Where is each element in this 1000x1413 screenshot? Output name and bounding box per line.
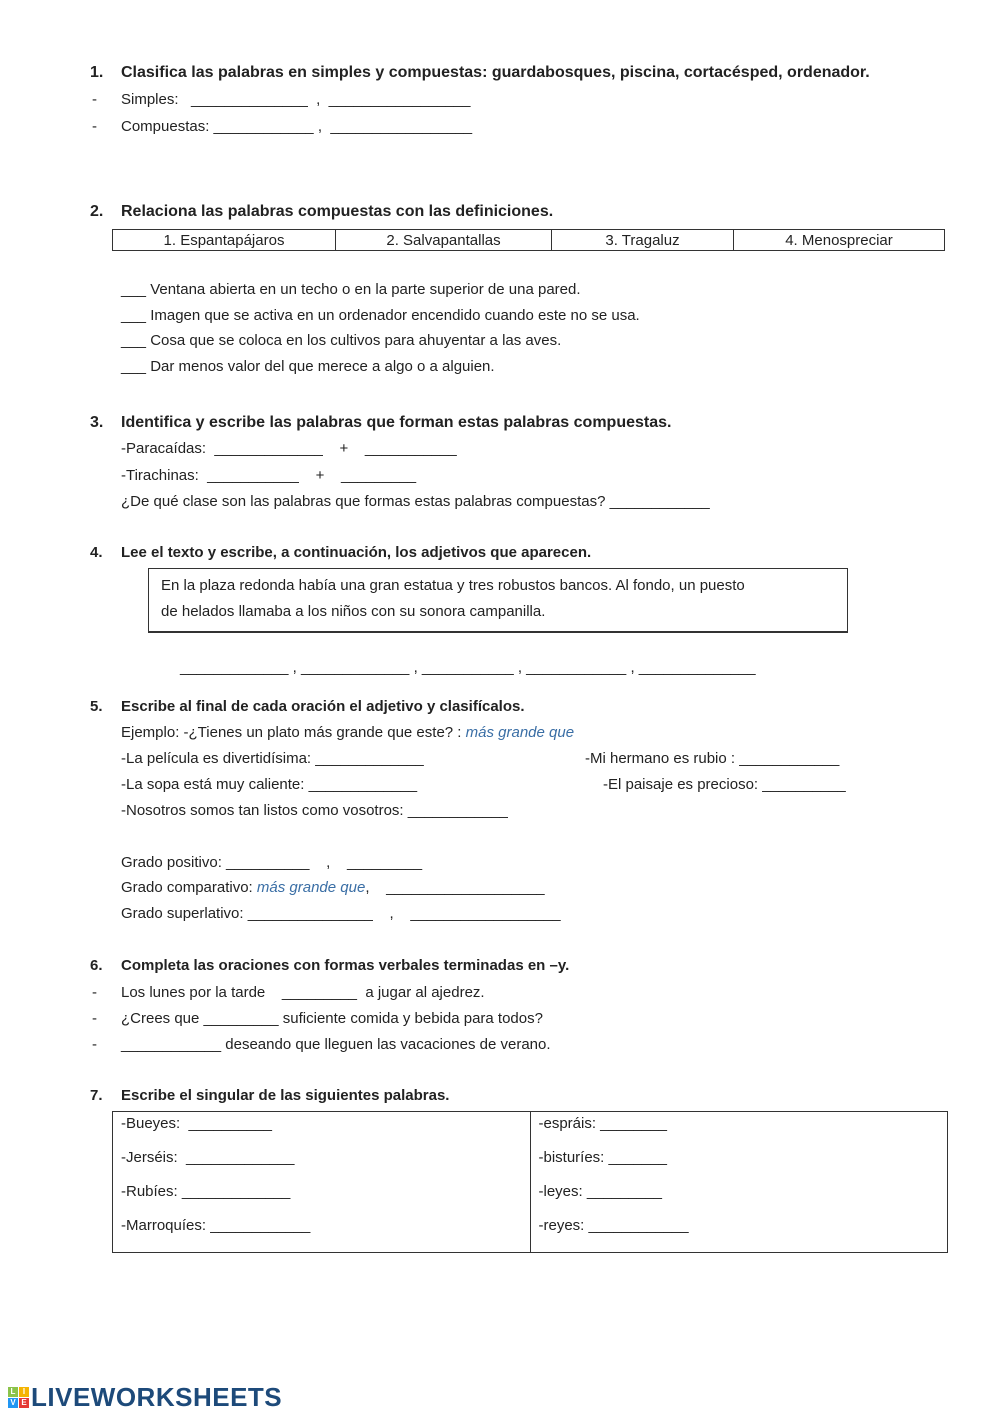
- grado-positivo[interactable]: Grado positivo: __________ , _________: [121, 854, 423, 871]
- word-cell: 3. Tragaluz: [552, 230, 734, 251]
- definition-item[interactable]: ___ Cosa que se coloca en los cultivos para ahuyentar a las aves.: [121, 332, 562, 349]
- q5-sentence[interactable]: -La sopa está muy caliente: _____________: [121, 776, 418, 793]
- singular-item[interactable]: -Marroquíes: ____________: [121, 1217, 311, 1234]
- singular-item[interactable]: -reyes: ____________: [538, 1217, 689, 1234]
- bullet: -: [92, 91, 97, 108]
- singular-left-column: [113, 1112, 531, 1253]
- label: Grado comparativo:: [121, 879, 257, 896]
- example-answer: más grande que: [465, 724, 575, 741]
- singular-table: [112, 1111, 948, 1253]
- word-cell: 1. Espantapájaros: [113, 230, 336, 251]
- word-cell: 2. Salvapantallas: [336, 230, 552, 251]
- q6-number: 6.: [90, 957, 103, 974]
- cube-letter: I: [19, 1387, 29, 1397]
- example-text: Ejemplo: -¿Tienes un plato más grande que este? :: [121, 724, 466, 741]
- q3-line[interactable]: -Paracaídas: _____________ + ___________: [121, 440, 457, 457]
- bullet: -: [92, 1010, 97, 1027]
- singular-item[interactable]: -Jerséis: _____________: [121, 1149, 295, 1166]
- singular-item[interactable]: -Rubíes: _____________: [121, 1183, 291, 1200]
- q6-sentence[interactable]: ____________ deseando que lleguen las vacaciones de verano.: [121, 1036, 551, 1053]
- singular-item[interactable]: -leyes: _________: [538, 1183, 662, 1200]
- q5-number: 5.: [90, 698, 103, 715]
- bullet: -: [92, 984, 97, 1001]
- q4-adjective-blanks[interactable]: _____________ , _____________ , ___________ , ____________ , ______________: [180, 659, 756, 676]
- q1-title: Clasifica las palabras en simples y compuestas: guardabosques, piscina, cortacésped, ordenador.: [121, 64, 870, 81]
- example-answer: más grande que: [256, 879, 366, 896]
- q7-number: 7.: [90, 1087, 103, 1104]
- q1-number: 1.: [90, 64, 104, 81]
- singular-item[interactable]: -bisturíes: _______: [538, 1149, 667, 1166]
- logo-cube-icon: [8, 1387, 29, 1408]
- q1-simples[interactable]: Simples: ______________ , _________________: [121, 91, 471, 108]
- definition-item[interactable]: ___ Imagen que se activa en un ordenador encendido cuando este no se usa.: [121, 307, 640, 324]
- q2-number: 2.: [90, 203, 104, 220]
- q5-sentence[interactable]: -El paisaje es precioso: __________: [603, 776, 846, 793]
- compound-words-table: [112, 229, 945, 251]
- bullet: -: [92, 1036, 97, 1053]
- definition-item[interactable]: ___ Ventana abierta en un techo o en la parte superior de una pared.: [121, 281, 581, 298]
- q5-sentence[interactable]: -Mi hermano es rubio : ____________: [585, 750, 840, 767]
- q6-title: Completa las oraciones con formas verbales terminadas en –y.: [121, 957, 570, 974]
- grado-superlativo[interactable]: Grado superlativo: _______________ , __________________: [121, 905, 561, 922]
- reading-text-line: En la plaza redonda había una gran estatua y tres robustos bancos. Al fondo, un puesto: [161, 577, 745, 594]
- q5-sentence[interactable]: -La película es divertidísima: _____________: [121, 750, 424, 767]
- q3-line[interactable]: -Tirachinas: ___________ + _________: [121, 467, 417, 484]
- definition-item[interactable]: ___ Dar menos valor del que merece a algo o a alguien.: [121, 358, 495, 375]
- q6-sentence[interactable]: ¿Crees que _________ suficiente comida y bebida para todos?: [121, 1010, 543, 1027]
- singular-item[interactable]: -espráis: ________: [538, 1115, 667, 1132]
- q5-sentence[interactable]: -Nosotros somos tan listos como vosotros: ____________: [121, 802, 508, 819]
- q5-title: Escribe al final de cada oración el adjetivo y clasifícalos.: [121, 698, 525, 715]
- logo-text: LIVEWORKSHEETS: [31, 1382, 283, 1412]
- liveworksheets-logo[interactable]: [8, 1382, 282, 1413]
- q1-compuestas[interactable]: Compuestas: ____________ , _________________: [121, 118, 473, 135]
- q3-title: Identifica y escribe las palabras que forman estas palabras compuestas.: [121, 414, 672, 431]
- q5-example: [121, 723, 574, 743]
- word-cell: 4. Menospreciar: [734, 230, 945, 251]
- q6-sentence[interactable]: Los lunes por la tarde _________ a jugar al ajedrez.: [121, 984, 485, 1001]
- q3-question[interactable]: ¿De qué clase son las palabras que formas estas palabras compuestas? ____________: [121, 493, 710, 510]
- bullet: -: [92, 118, 97, 135]
- q4-title: Lee el texto y escribe, a continuación, los adjetivos que aparecen.: [121, 544, 592, 561]
- cube-letter: E: [19, 1398, 29, 1408]
- q3-number: 3.: [90, 414, 104, 431]
- q4-number: 4.: [90, 544, 103, 561]
- q2-title: Relaciona las palabras compuestas con las definiciones.: [121, 203, 554, 220]
- singular-item[interactable]: -Bueyes: __________: [121, 1115, 272, 1132]
- cube-letter: V: [8, 1398, 18, 1408]
- singular-right-column: [530, 1112, 948, 1253]
- blank[interactable]: , ___________________: [365, 879, 545, 896]
- cube-letter: L: [8, 1387, 18, 1397]
- grado-comparativo[interactable]: [121, 878, 545, 898]
- reading-text-line: de helados llamaba a los niños con su sonora campanilla.: [161, 603, 546, 620]
- q7-title: Escribe el singular de las siguientes palabras.: [121, 1087, 450, 1104]
